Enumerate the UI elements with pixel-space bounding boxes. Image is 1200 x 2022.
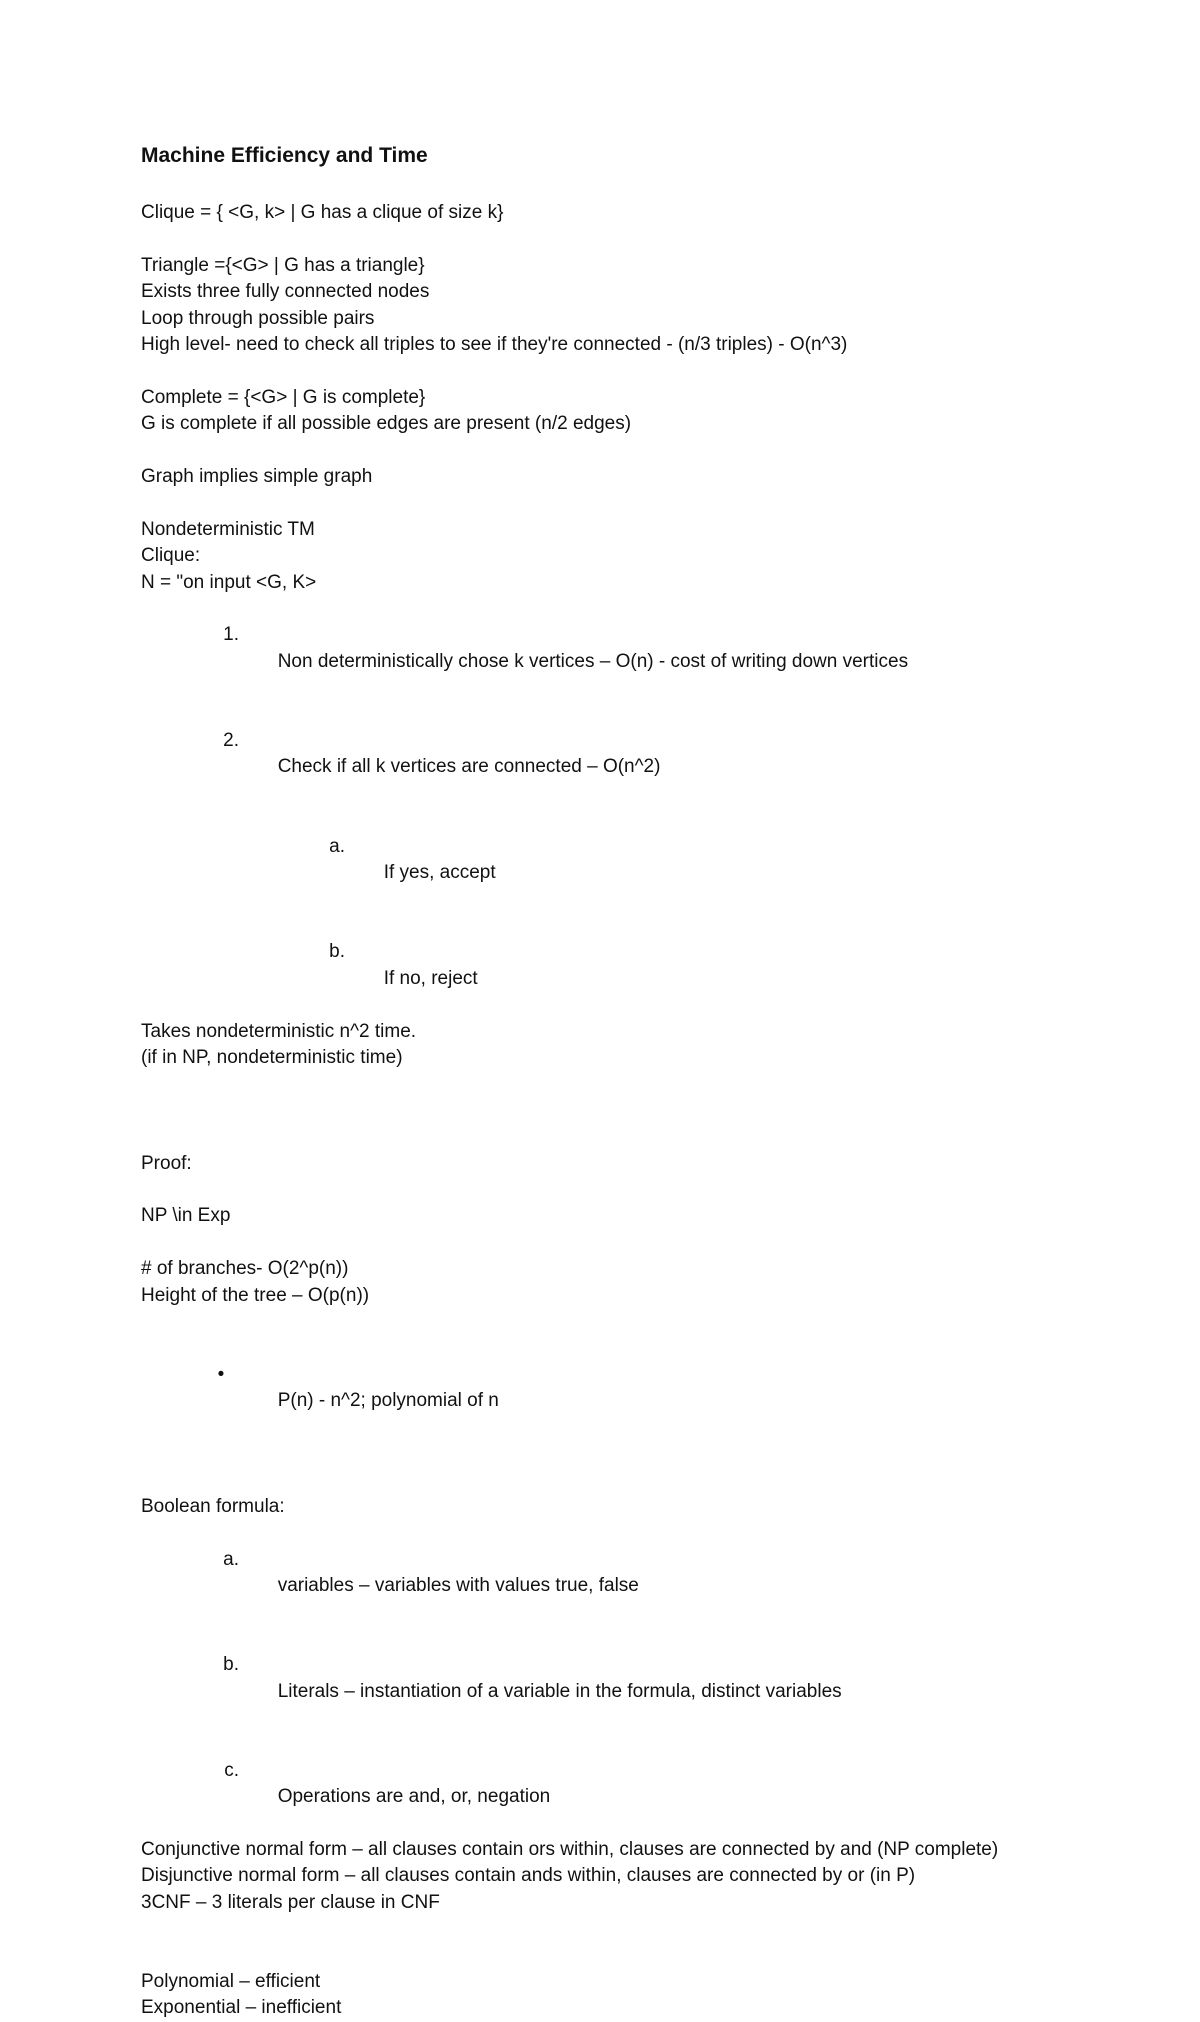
- step-marker: 1.: [223, 624, 239, 646]
- triangle-line: Loop through possible pairs: [141, 307, 375, 329]
- numbered-step: [141, 596, 1141, 702]
- n-definition: N = "on input <G, K>: [141, 571, 317, 593]
- 3cnf-line: 3CNF – 3 literals per clause in CNF: [141, 1891, 440, 1913]
- complete-line: G is complete if all possible edges are present (n/2 edges): [141, 413, 632, 435]
- height-line: Height of the tree – O(p(n)): [141, 1284, 370, 1306]
- boolean-label: Boolean formula:: [141, 1495, 285, 1517]
- boolean-item: [141, 1520, 1141, 1626]
- step-text: Non deterministically chose k vertices – O(n) - cost of writing down vertices: [277, 650, 909, 672]
- bullet-text: P(n) - n^2; polynomial of n: [277, 1390, 499, 1412]
- item-marker: b.: [223, 1654, 239, 1676]
- takes-line: Takes nondeterministic n^2 time.: [141, 1020, 417, 1042]
- cnf-line: Conjunctive normal form – all clauses contain ors within, clauses are connected by and (NP complete): [141, 1839, 999, 1860]
- proof-label: Proof:: [141, 1152, 192, 1174]
- sub-step: [141, 807, 1141, 913]
- branches-line: # of branches- O(2^p(n)): [141, 1258, 349, 1280]
- sub-step: [141, 913, 1141, 1019]
- step-marker: 2.: [223, 730, 239, 752]
- substep-marker: b.: [329, 941, 345, 963]
- dnf-line: Disjunctive normal form – all clauses contain ands within, clauses are connected by or (in P): [141, 1865, 916, 1887]
- boolean-item: [141, 1626, 1141, 1732]
- bullet-item: [141, 1335, 1141, 1441]
- complete-definition: Complete = {<G> | G is complete}: [141, 386, 426, 408]
- np-in-exp: NP \in Exp: [141, 1205, 231, 1227]
- numbered-step: [141, 702, 1141, 808]
- page-title: Machine Efficiency and Time: [141, 144, 428, 167]
- item-text: Literals – instantiation of a variable in the formula, distinct variables: [277, 1680, 842, 1702]
- item-marker: a.: [223, 1548, 239, 1570]
- exponential-line: Exponential – inefficient: [141, 1997, 342, 2019]
- step-text: Check if all k vertices are connected – O(n^2): [277, 756, 661, 778]
- boolean-item: [141, 1731, 1141, 1837]
- triangle-definition: Triangle ={<G> | G has a triangle}: [141, 254, 425, 276]
- item-text: variables – variables with values true, false: [277, 1574, 639, 1596]
- np-note: (if in NP, nondeterministic time): [141, 1046, 403, 1068]
- substep-text: If no, reject: [383, 967, 478, 989]
- bullet-icon: •: [217, 1363, 225, 1385]
- clique-definition: Clique = { <G, k> | G has a clique of size k}: [141, 202, 504, 223]
- polynomial-line: Polynomial – efficient: [141, 1971, 321, 1992]
- item-text: Operations are and, or, negation: [277, 1786, 551, 1808]
- triangle-line: Exists three fully connected nodes: [141, 281, 430, 303]
- clique-label: Clique:: [141, 545, 201, 567]
- substep-text: If yes, accept: [383, 862, 496, 884]
- ntm-heading: Nondeterministic TM: [141, 518, 315, 540]
- graph-note: Graph implies simple graph: [141, 466, 373, 488]
- triangle-line: High level- need to check all triples to see if they're connected - (n/3 triples) - O(n^3): [141, 334, 848, 356]
- document-body: [141, 142, 1141, 2022]
- substep-marker: a.: [329, 835, 345, 857]
- item-marker: c.: [224, 1759, 239, 1781]
